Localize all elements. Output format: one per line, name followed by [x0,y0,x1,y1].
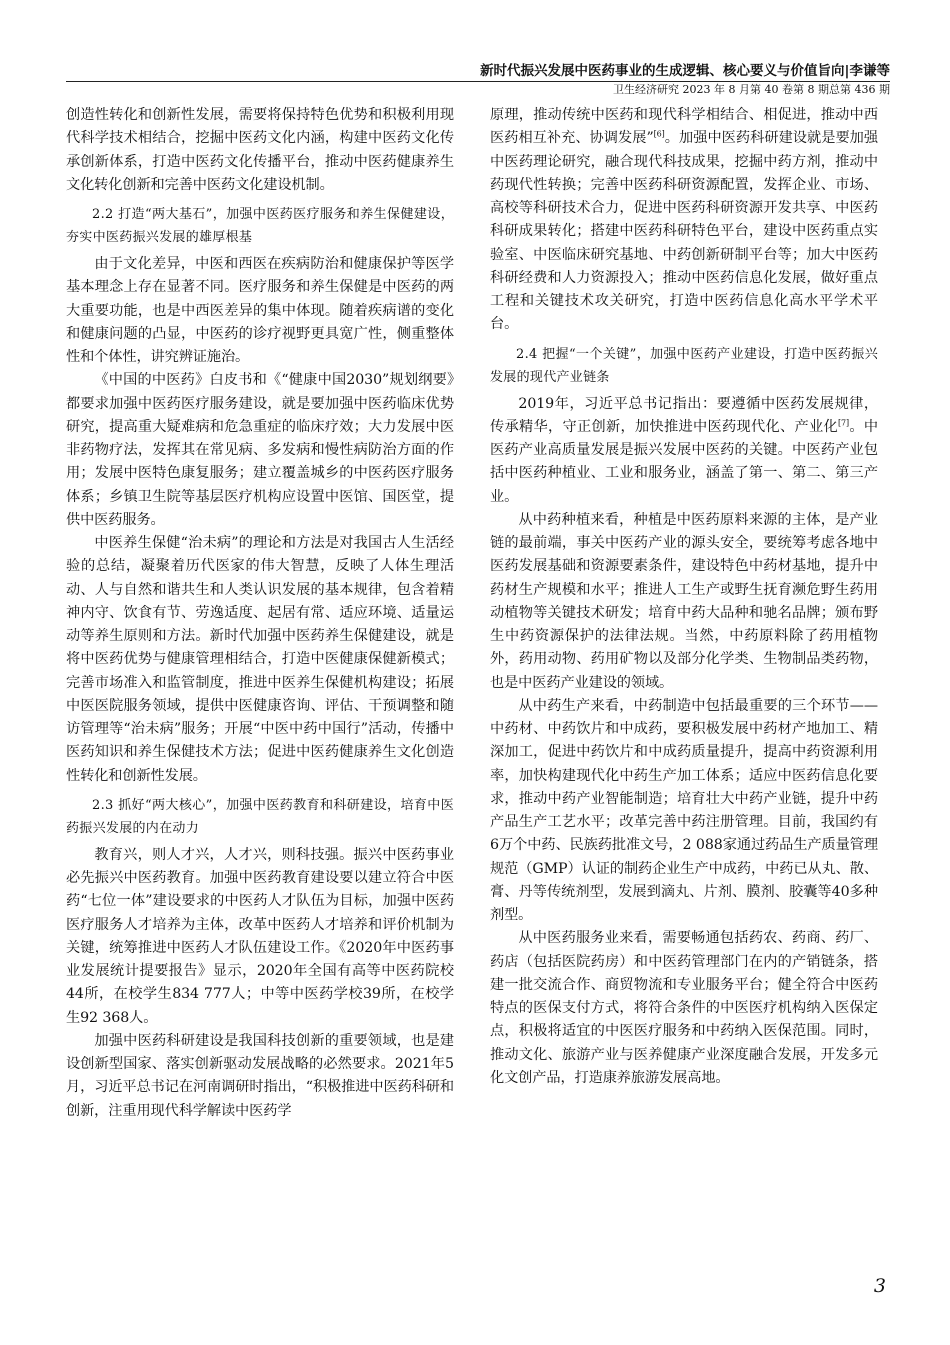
body-paragraph: 由于文化差异，中医和西医在疾病防治和健康保护等医学基本理念上存在显著不同。医疗服务和养生保健是中医药的两大重要功能，也是中西医差异的集中体现。随着疾病谱的变化和健康问题的凸显，中医药的诊疗视野更具宽广性，侧重整体性和个体性，讲究辨证施治。 [66,256,454,365]
page-number: 3 [873,1275,886,1297]
body-paragraph: 创造性转化和创新性发展，需要将保持特色优势和积极利用现代科学技术相结合，挖掘中医药文化内涵，构建中医药文化传承创新体系，打造中医药文化传播平台，推动中医药健康养生文化转化创新和完善中医药文化建设机制。 [66,107,454,193]
paragraph-text-continued: 。中医药产业高质量发展是振兴发展中医药的关键。中医药产业包括中医药种植业、工业和服务业，涵盖了第一、第二、第三产业。 [490,418,878,505]
header-article-title: 新时代振兴发展中医药事业的生成逻辑、核心要义与价值旨向|李谦等 [480,63,890,79]
left-column [66,104,454,1123]
section-heading: 2.2 打造“两大基石”，加强中医药医疗服务和养生保健建设，夯实中医药振兴发展的雄厚根基 [66,207,454,245]
body-paragraph [490,104,878,337]
section-heading: 2.3 抓好“两大核心”，加强中医药教育和科研建设，培育中医药振兴发展的内在动力 [66,797,454,836]
body-paragraph [490,393,878,509]
running-header [66,62,890,97]
body-paragraph: 中医养生保健“治未病”的理论和方法是对我国古人生活经验的总结，凝聚着历代医家的伟大智慧，反映了人体生理活动、人与自然和谐共生和人类认识发展的基本规律，包含着精神内守、饮食有节、劳逸适度、起居有常、适应环境、适量运动等养生原则和方法。新时代加强中医药养生保健建设，就是将中医药优势与健康管理相结合，打造中医健康保健新模式；完善市场准入和监管制度，推进中医养生保健机构建设；拓展中医医院服务领域，提供中医健康咨询、评估、干预调整和随访管理等“治未病”服务；开展“中医中药中国行”活动，传播中医药知识和养生保健技术方法；促进中医药健康养生文化创造性转化和创新性发展。 [66,535,454,784]
right-column [490,104,878,1090]
body-paragraph: 从中药生产来看，中药制造中包括最重要的三个环节——中药材、中药饮片和中成药，要积极发展中药材产地加工、精深加工，促进中药饮片和中成药质量提升，提高中药资源利用率，加快构建现代化中药生产加工体系；适应中医药信息化要求，推动中药产业智能制造；培育壮大中药产业链，提升中药产品生产工艺水平；改革完善中药注册管理。目前，我国约有6万个中药、民族药批准文号，2 088家通过药品生产质量管理规范（GMP）认证的制药企业生产中成药，中药已从丸、散、膏、丹等传统剂型，发展到滴丸、片剂、膜剂、胶囊等40多种剂型。 [490,697,878,923]
citation-marker: [7] [837,418,849,428]
body-paragraph: 教育兴，则人才兴，人才兴，则科技强。振兴中医药事业必先振兴中医药教育。加强中医药教育建设要以建立符合中医药“七位一体”建设要求的中医药人才队伍为目标，加强中医药医疗服务人才培养为主体，改革中医药人才培养和评价机制为关键，统筹推进中医药人才队伍建设工作。《2020年中医药事业发展统计提要报告》显示，2020年全国有高等中医药院校44所，在校学生834 777人；中等中医药学校39所，在校学生92 368人。 [66,846,454,1026]
citation-marker: [6] [653,129,665,139]
paragraph-text: 原理，推动传统中医药和现代科学相结合、相促进，推动中西医药相互补充、协调发展” [490,107,878,147]
section-heading: 2.4 把握“一个关键”，加强中医药产业建设，打造中医药振兴发展的现代产业链条 [490,346,878,385]
body-paragraph: 从中医药服务业来看，需要畅通包括药农、药商、药厂、药店（包括医院药房）和中医药管理部门在内的产销链条，搭建一批交流合作、商贸物流和专业服务平台；健全符合中医药特点的医保支付方式，将符合条件的中医医疗机构纳入医保定点，积极将适宜的中医医疗服务和中药纳入医保范围。同时，推动文化、旅游产业与医养健康产业深度融合发展，开发多元化文创产品，打造康养旅游发展高地。 [490,930,878,1086]
header-rule [66,81,890,82]
body-paragraph: 从中药种植来看，种植是中医药原料来源的主体，是产业链的最前端，事关中医药产业的源头安全，要统筹考虑各地中医药发展基础和资源要素条件，建设特色中药材基地，提升中药材生产规模和水平；推进人工生产或野生抚育濒危野生药用动植物等关键技术研发；培育中药大品种和驰名品牌；颁布野生中药资源保护的法律法规。当然，中药原料除了药用植物外，药用动物、药用矿物以及部分化学类、生物制品类药物，也是中医药产业建设的领域。 [490,511,878,691]
paragraph-text: 2019年，习近平总书记指出：要遵循中医药发展规律，传承精华，守正创新，加快推进中医药现代化、产业化 [490,395,878,435]
body-paragraph: 加强中医药科研建设是我国科技创新的重要领域，也是建设创新型国家、落实创新驱动发展战略的必然要求。2021年5月，习近平总书记在河南调研时指出，“积极推进中医药科研和创新，注重用现代科学解读中医药学 [66,1032,454,1119]
header-journal-info: 卫生经济研究 2023 年 8 月第 40 卷第 8 期总第 436 期 [613,83,890,96]
body-paragraph: 《中国的中医药》白皮书和《“健康中国2030”规划纲要》都要求加强中医药医疗服务建设，就是要加强中医药临床优势研究，提高重大疑难病和危急重症的临床疗效；大力发展中医非药物疗法，发挥其在常见病、多发病和慢性病防治方面的作用；发展中医特色康复服务；建立覆盖城乡的中医药医疗服务体系；乡镇卫生院等基层医疗机构应设置中医馆、国医堂，提供中医药服务。 [66,372,454,528]
paragraph-text-continued: 。加强中医药科研建设就是要加强中医药理论研究，融合现代科技成果，挖掘中药方剂，推动中药现代性转换；完善中医药科研资源配置，发挥企业、市场、高校等科研技术合力，促进中医药科研资源开发共享、中医药科研成果转化；搭建中医药科研特色平台，建设中医药重点实验室、中医临床研究基地、中药创新研制平台等；加大中医药科研经费和人力资源投入；推动中医药信息化发展，做好重点工程和关键技术攻关研究，打造中医药信息化高水平学术平台。 [490,130,878,333]
